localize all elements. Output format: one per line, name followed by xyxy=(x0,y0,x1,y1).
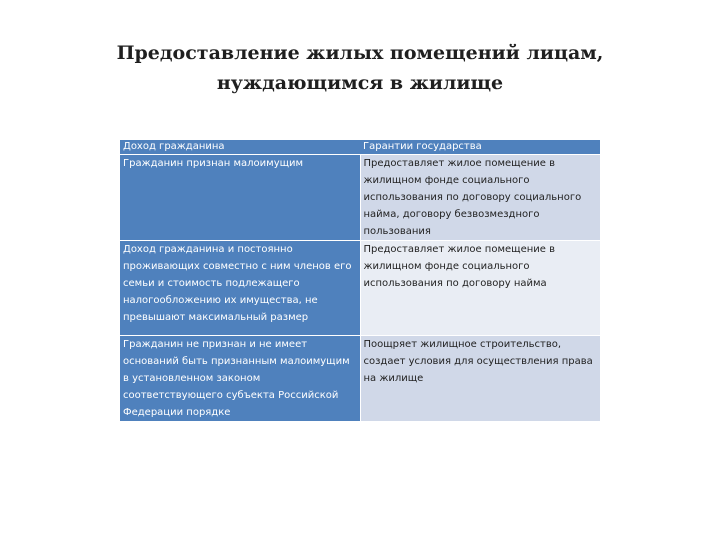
guarantee-cell: Поощряет жилищное строительство, создает условия для осуществления права на жилище xyxy=(360,336,600,422)
income-cell: Доход гражданина и постоянно проживающих совместно с ним членов его семьи и стоимость подлежащего налогообложению их имущества, не превышают максимальный размер xyxy=(120,241,360,336)
header-income: Доход гражданина xyxy=(120,140,360,155)
guarantee-cell: Предоставляет жилое помещение в жилищном фонде социального использования по договору социального найма, договору безвозмездного пользования xyxy=(360,155,600,241)
table-row xyxy=(120,336,600,422)
guarantees-table xyxy=(120,140,600,422)
header-guarantee: Гарантии государства xyxy=(360,140,600,155)
slide-title-line-2: нуждающимся в жилище xyxy=(216,72,504,94)
table-row xyxy=(120,241,600,336)
guarantee-cell: Предоставляет жилое помещение в жилищном фонде социального использования по договору найма xyxy=(360,241,600,336)
slide-title xyxy=(60,38,660,98)
slide-title-line-1: Предоставление жилых помещений лицам, xyxy=(116,42,604,64)
table-row xyxy=(120,155,600,241)
income-cell: Гражданин не признан и не имеет оснований быть признанным малоимущим в установленном законом соответствующего субъекта Российской Федерации порядке xyxy=(120,336,360,422)
income-cell: Гражданин признан малоимущим xyxy=(120,155,360,241)
table-header-row xyxy=(120,140,600,155)
